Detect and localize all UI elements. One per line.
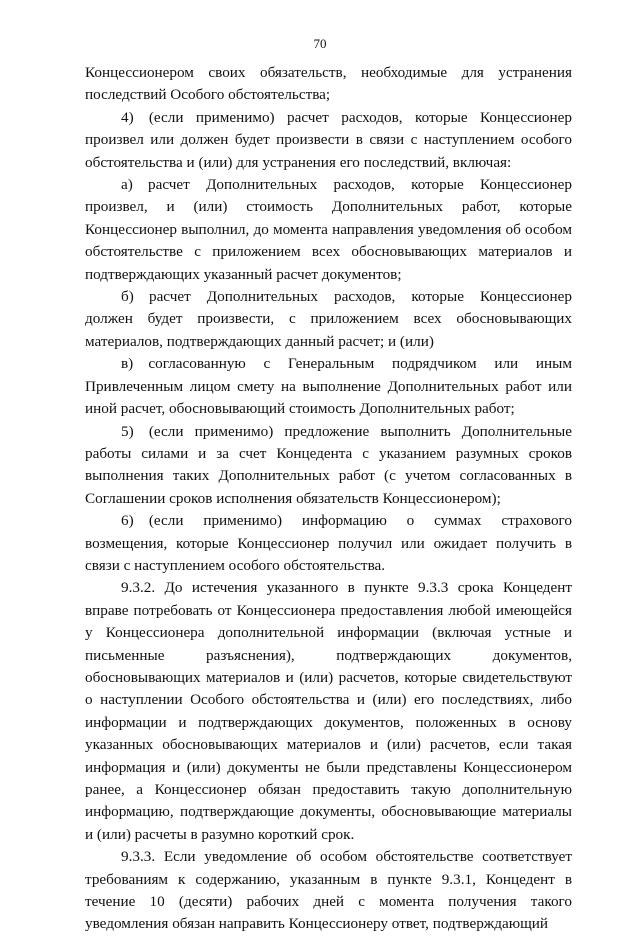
page-number: 70 bbox=[313, 36, 327, 51]
paragraph-clause-9-3-2: 9.3.2. До истечения указанного в пункте 9.3.3 срока Концедент вправе потребовать от Концессионера предоставления любой имеющейся у Концессионера дополнительной информации (включая устные и письменные разъяснения), подтверждающих документов, обосновывающих материалов и (или) расчетов, которые свидетельствуют о наступлении Особого обстоятельства и (или) его последствиях, либо информации и подтверждающих документов, положенных в основу указанных обосновывающих материалов и (или) расчетов, если такая информация и (или) документы не были представлены Концессионером ранее, а Концессионер обязан предоставить такую дополнительную информацию, подтверждающие документы, обосновывающие материалы и (или) расчеты в разумно короткий срок. bbox=[85, 579, 572, 843]
paragraph-item-6: 6) (если применимо) информацию о суммах страхового возмещения, которые Концессионер получил или ожидает получить в связи с наступлением особого обстоятельства. bbox=[85, 512, 572, 574]
paragraph-subitem-a: а) расчет Дополнительных расходов, которые Концессионер произвел, и (или) стоимость Дополнительных работ, которые Концессионер выполнил, до момента направления уведомления об особом обстоятельстве с приложением всех обосновывающих материалов и подтверждающих указанный расчет документов; bbox=[85, 176, 572, 283]
paragraph-subitem-b: б) расчет Дополнительных расходов, которые Концессионер должен будет произвести, с приложением всех обосновывающих материалов, подтверждающих данный расчет; и (или) bbox=[85, 288, 572, 350]
paragraph-clause-9-3-3: 9.3.3. Если уведомление об особом обстоятельстве соответствует требованиям к содержанию, указанным в пункте 9.3.1, Концедент в течение 10 (десяти) рабочих дней с момента получения такого уведомления обязан направить Концессионеру ответ, подтверждающий bbox=[85, 848, 572, 933]
document-body bbox=[85, 62, 572, 936]
paragraph-subitem-v: в) согласованную с Генеральным подрядчиком или иным Привлеченным лицом смету на выполнение Дополнительных работ или иной расчет, обосновывающий стоимость Дополнительных работ; bbox=[85, 355, 572, 418]
paragraph-continuation: Концессионером своих обязательств, необходимые для устранения последствий Особого обстоятельства; bbox=[85, 64, 572, 104]
paragraph-item-4: 4) (если применимо) расчет расходов, которые Концессионер произвел или должен будет произвести в связи с наступлением особого обстоятельства и (или) для устранения его последствий, включая: bbox=[85, 108, 572, 171]
paragraph-item-5: 5) (если применимо) предложение выполнить Дополнительные работы силами и за счет Концедента с указанием разумных сроков выполнения таких Дополнительных работ (с учетом согласованных в Соглашении сроков исполнения обязательств Концессионером); bbox=[85, 422, 572, 507]
